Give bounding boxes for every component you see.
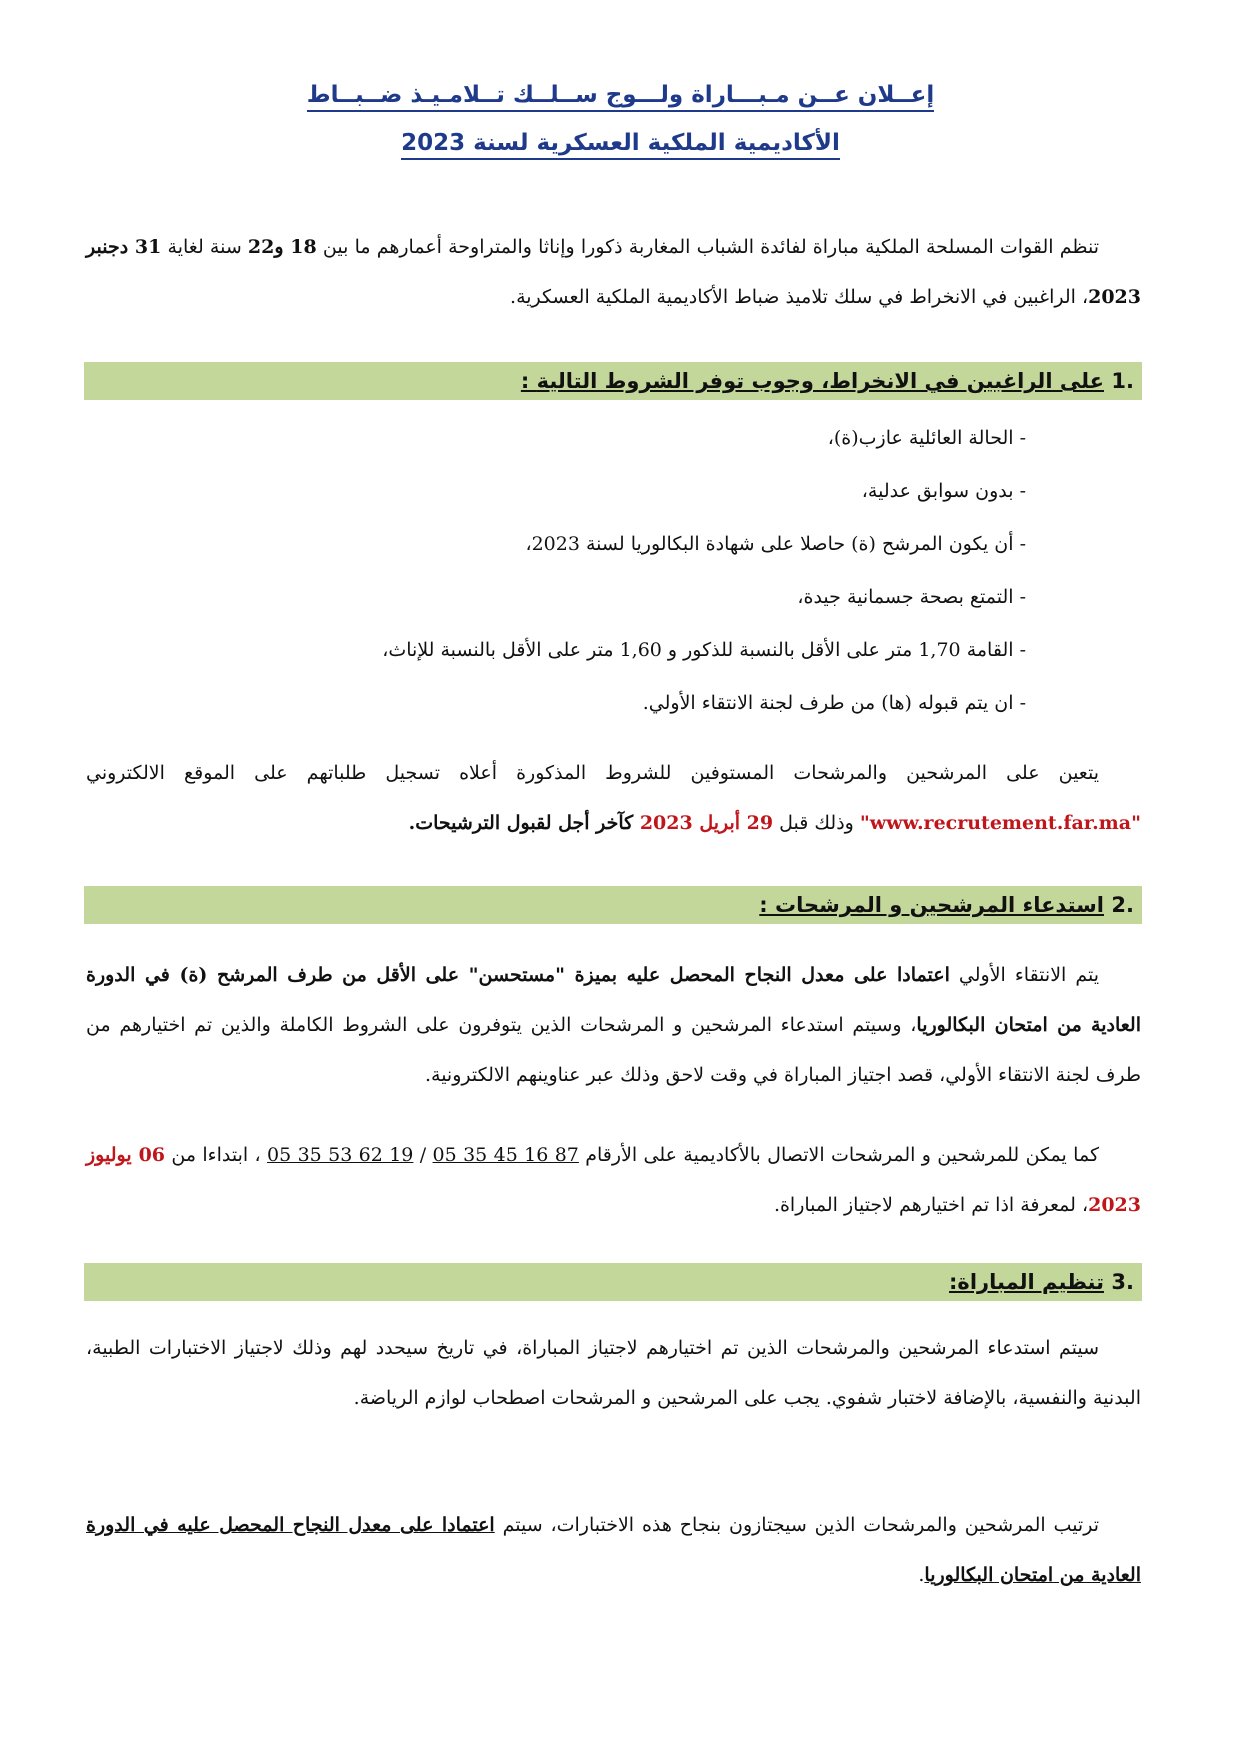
condition-item: - أن يكون المرشح (ة) حاصلا على شهادة البكالوريا لسنة 2023، bbox=[525, 533, 1026, 555]
phone-number-1: 05 35 53 62 19 bbox=[267, 1144, 414, 1166]
title-line-2: الأكاديمية الملكية العسكرية لسنة 2023 bbox=[0, 130, 1241, 156]
condition-item: - بدون سوابق عدلية، bbox=[861, 480, 1026, 502]
section-3-heading: تنظيم المباراة: bbox=[949, 1270, 1104, 1294]
section-1-heading: على الراغبين في الانخراط، وجوب توفر الشروط التالية : bbox=[520, 369, 1104, 393]
condition-item: - الحالة العائلية عازب(ة)، bbox=[827, 427, 1026, 449]
section-2-number: 2. bbox=[1111, 893, 1134, 917]
condition-item: - ان يتم قبوله (ها) من طرف لجنة الانتقاء الأولي. bbox=[642, 692, 1026, 714]
section-1-header bbox=[84, 362, 1142, 400]
section-1-number: 1. bbox=[1111, 369, 1134, 393]
section-2-heading: استدعاء المرشحين و المرشحات : bbox=[759, 893, 1104, 917]
condition-item: - القامة 1,70 متر على الأقل بالنسبة للذكور و 1,60 متر على الأقل بالنسبة للإناث، bbox=[382, 639, 1026, 661]
ranking-paragraph: ترتيب المرشحين والمرشحات الذين سيجتازون بنجاح هذه الاختبارات، سيتم اعتمادا على معدل النجاح المحصل عليه في الدورة العادية من امتحان البكالوريا. bbox=[86, 1514, 1141, 1586]
registration-paragraph: يتعين على المرشحين والمرشحات المستوفين للشروط المذكورة أعلاه تسجيل طلباتهم على الموقع الالكتروني "www.recrutement.far.ma" وذلك قبل 29 أبريل 2023 كآخر أجل لقبول الترشيحات. bbox=[86, 762, 1141, 834]
selection-paragraph: يتم الانتقاء الأولي اعتمادا على معدل النجاح المحصل عليه بميزة "مستحسن" على الأقل من طرف المرشح (ة) في الدورة العادية من امتحان البكالوريا، وسيتم استدعاء المرشحين و المرشحات الذين يتوفرون على الشروط الكاملة والذين تم اختيارهم من طرف لجنة الانتقاء الأولي، قصد اجتياز المباراة في وقت لاحق وذلك عبر عناوينهم الالكترونية. bbox=[86, 964, 1141, 1086]
section-3-number: 3. bbox=[1111, 1270, 1134, 1294]
title-line-1: إعــلان عــن مـبـــاراة ولـــوج ســلــك تــلامـيـذ ضــبــاط bbox=[0, 82, 1241, 108]
contact-paragraph: كما يمكن للمرشحين و المرشحات الاتصال بالأكاديمية على الأرقام 05 35 53 62 19 / 05 35 45 16 87 ، ابتداءا من 06 يوليوز 2023، لمعرفة اذا تم اختيارهم لاجتياز المباراة. bbox=[86, 1144, 1141, 1216]
section-3-header bbox=[84, 1263, 1142, 1301]
phone-number-2: 05 35 45 16 87 bbox=[432, 1144, 579, 1166]
intro-paragraph: تنظم القوات المسلحة الملكية مباراة لفائدة الشباب المغاربة ذكورا وإناثا والمتراوحة أعمارهم ما بين 18 و22 سنة لغاية 31 دجنبر 2023، الراغبين في الانخراط في سلك تلاميذ ضباط الأكاديمية الملكية العسكرية. bbox=[86, 236, 1141, 308]
organization-paragraph: سيتم استدعاء المرشحين والمرشحات الذين تم اختيارهم لاجتياز المباراة، في تاريخ سيحدد لهم وذلك لاجتياز الاختبارات الطبية، البدنية والنفسية، بالإضافة لاختبار شفوي. يجب على المرشحين و المرشحات اصطحاب لوازم الرياضة. bbox=[86, 1337, 1141, 1409]
condition-item: - التمتع بصحة جسمانية جيدة، bbox=[797, 586, 1026, 608]
section-2-header bbox=[84, 886, 1142, 924]
website-link: "www.recrutement.far.ma" bbox=[859, 812, 1141, 834]
